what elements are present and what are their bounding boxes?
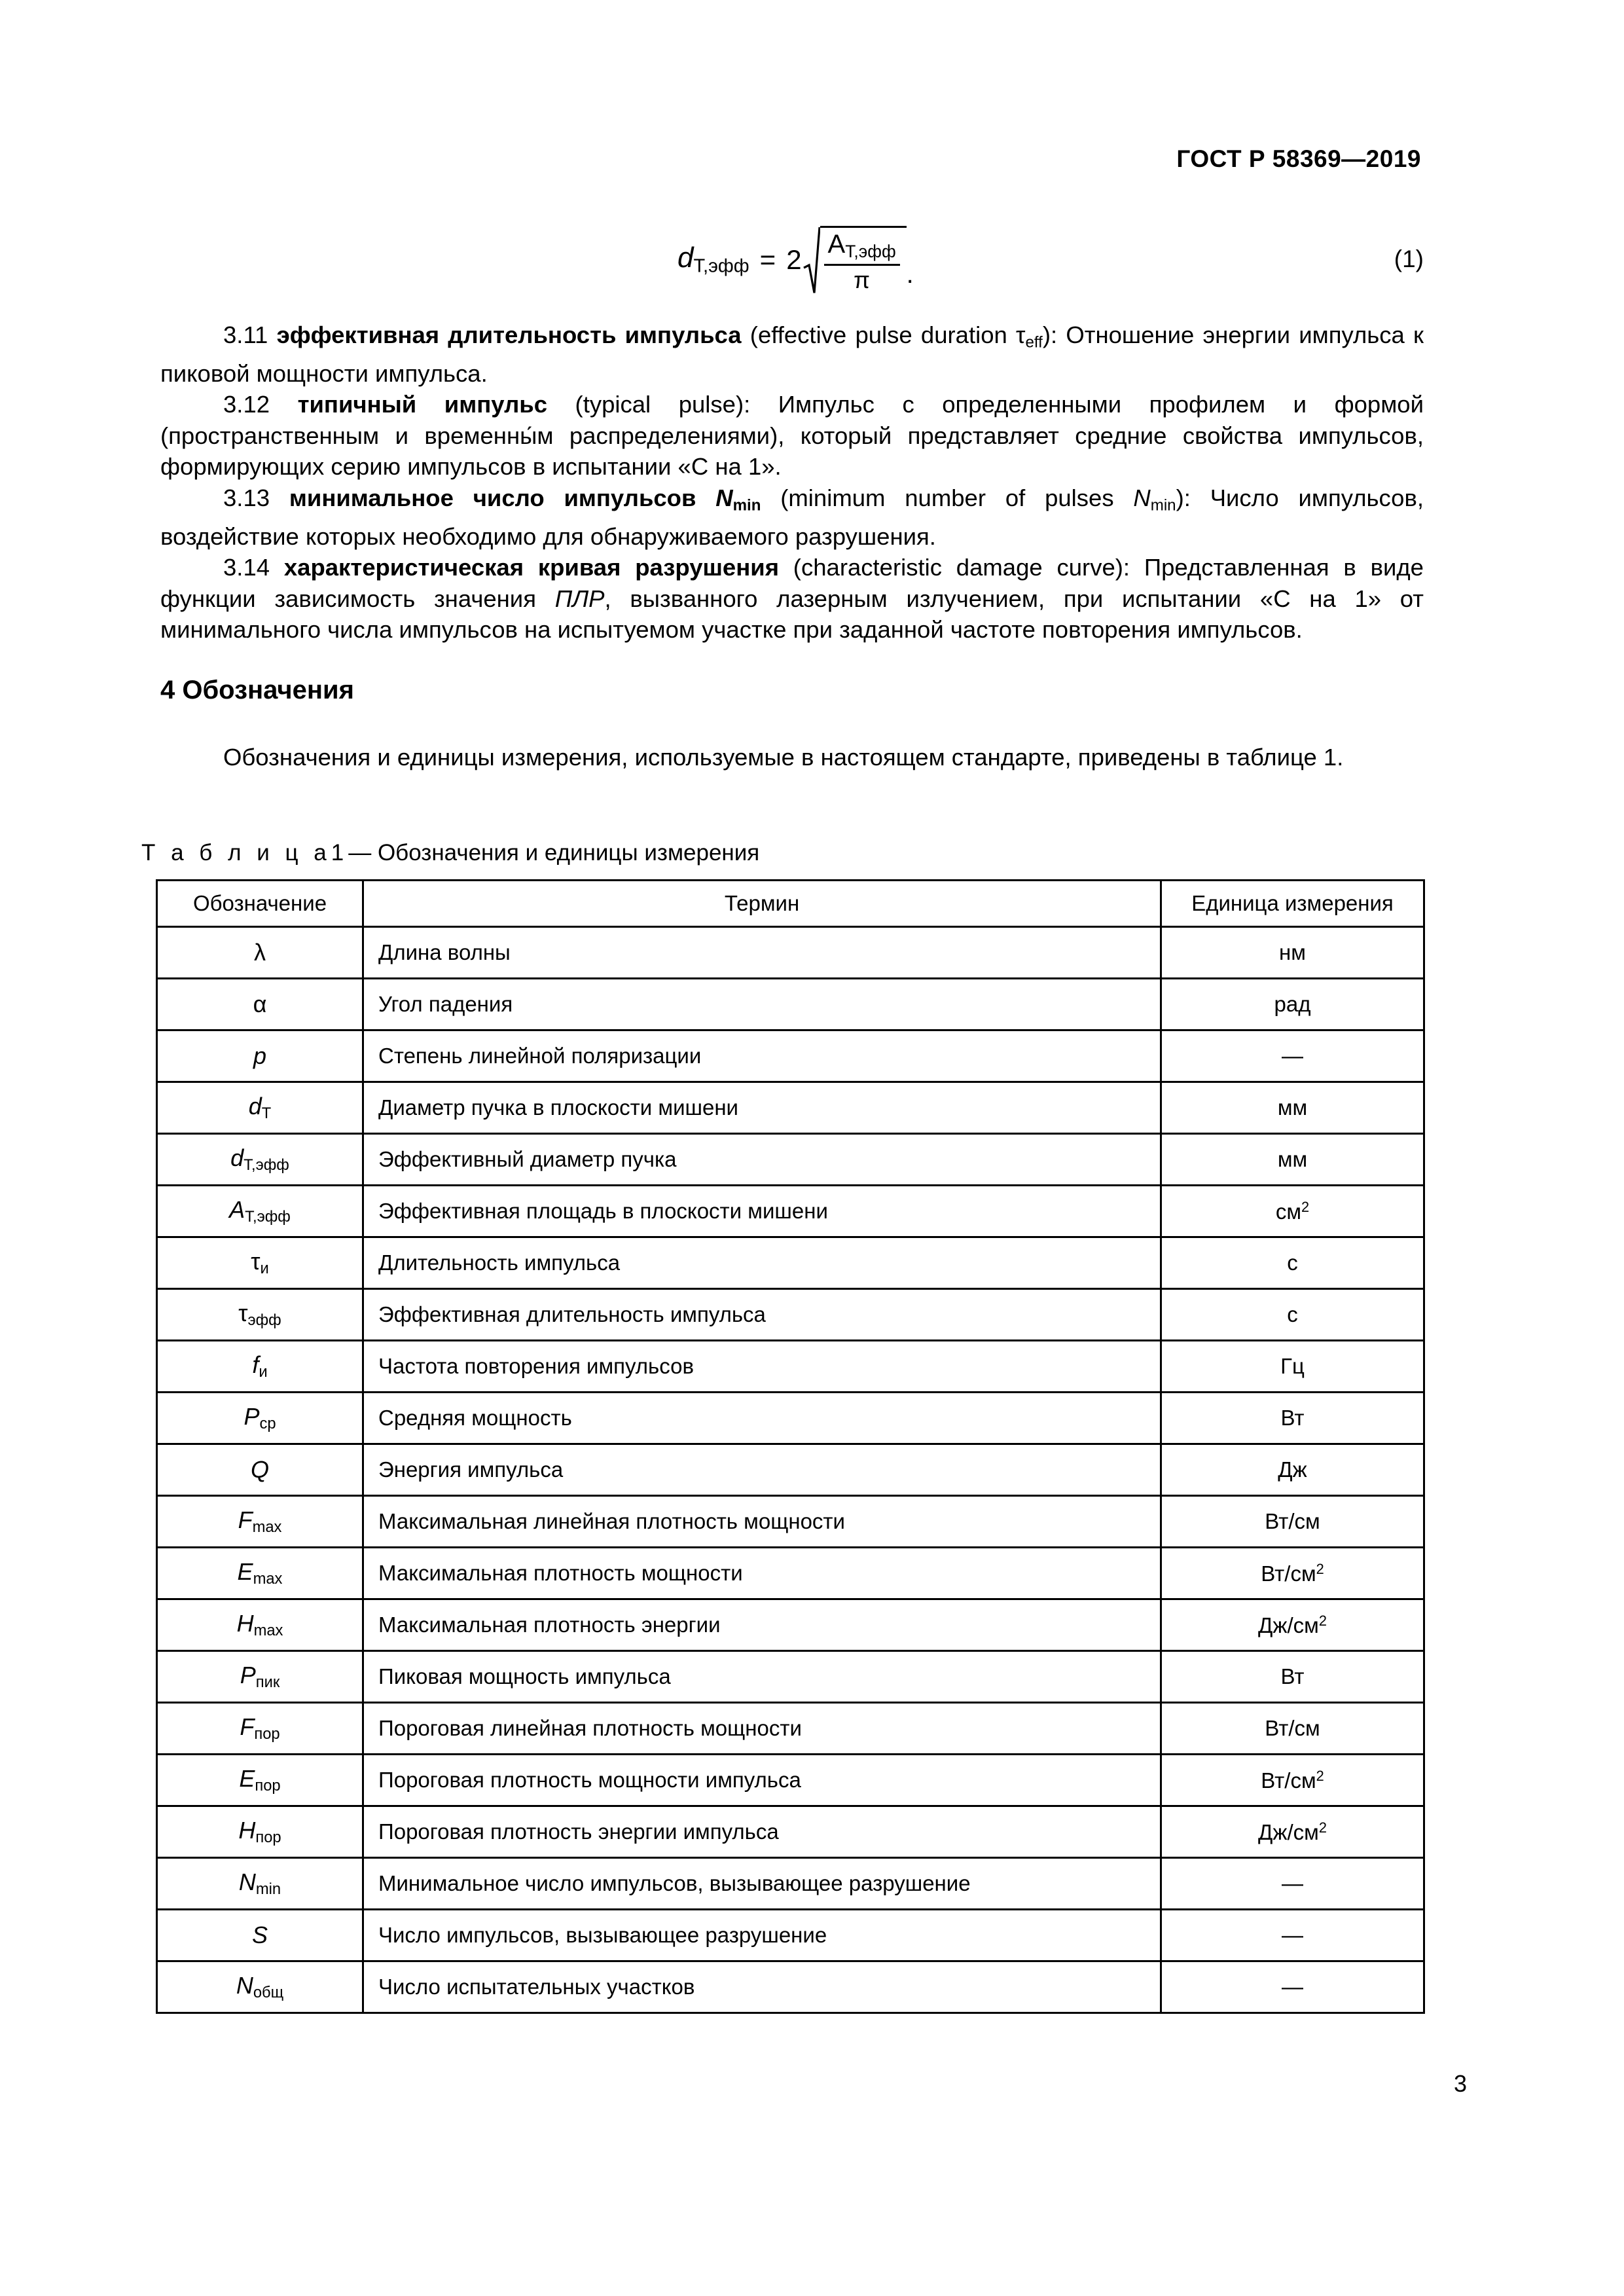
cell-unit: Вт <box>1161 1393 1424 1444</box>
formula-trailing-period: . <box>906 260 914 289</box>
formula-equals-sign: = <box>759 244 776 275</box>
unit-exponent: 2 <box>1318 1612 1327 1629</box>
clause-3-11 <box>160 319 1424 389</box>
cell-unit: с <box>1161 1237 1424 1289</box>
symbol-glyph: $A_{Т,эфф}$ <box>229 1195 291 1226</box>
cell-symbol <box>157 1393 363 1444</box>
formula-expression <box>677 226 914 293</box>
unit-exponent: 2 <box>1301 1198 1310 1215</box>
symbol-glyph: $P_{пик}$ <box>240 1661 280 1692</box>
section-4-intro-paragraph: Обозначения и единицы измерения, используемые в настоящем стандарте, приведены в таблице 1. <box>223 744 1344 771</box>
table-caption-dash: — <box>348 840 372 866</box>
cell-term: Угол падения <box>363 979 1161 1030</box>
cell-term: Энергия импульса <box>363 1444 1161 1496</box>
table-row <box>157 1134 1424 1186</box>
symbol-glyph: $d_{Т,эфф}$ <box>230 1144 289 1175</box>
clause-english-close: ): <box>1176 484 1210 511</box>
cell-symbol <box>157 1910 363 1961</box>
cell-unit: — <box>1161 1030 1424 1082</box>
cell-term: Диаметр пучка в плоскости мишени <box>363 1082 1161 1134</box>
symbols-table-body <box>157 927 1424 2013</box>
cell-term: Максимальная плотность энергии <box>363 1599 1161 1651</box>
table-row <box>157 979 1424 1030</box>
symbol-subscript: Т <box>261 1104 272 1123</box>
clause-english-open: (effective pulse duration <box>741 321 1017 348</box>
cell-unit: $см^2$ <box>1161 1186 1424 1237</box>
table-caption <box>141 840 759 866</box>
clause-3-14 <box>160 552 1424 646</box>
cell-term: Пороговая плотность мощности импульса <box>363 1755 1161 1806</box>
clause-english-symbol: $N_{min}$ <box>1133 484 1176 514</box>
cell-symbol <box>157 1651 363 1703</box>
cell-symbol <box>157 1806 363 1858</box>
table-caption-title: Обозначения и единицы измерения <box>377 840 760 866</box>
clause-english-open: (typical pulse): <box>547 391 778 418</box>
clause-number: 3.12 <box>223 391 270 418</box>
cell-unit: $Дж/см^2$ <box>1161 1599 1424 1651</box>
clause-english-symbol: $\tau_{eff}$ <box>1016 321 1043 352</box>
table-row <box>157 1961 1424 2013</box>
clause-definition-part-2: , вызванного лазерным излучением, при испытании «С на 1» от минимального числа импульсов на испытуемом участке при заданной частоте повторения импульсов. <box>160 585 1424 643</box>
symbols-table-head <box>157 881 1424 927</box>
clause-definition-abbrev: ПЛР <box>554 585 605 612</box>
table-row <box>157 1030 1424 1082</box>
cell-unit: $Дж/см^2$ <box>1161 1806 1424 1858</box>
symbol-glyph: $P_{ср}$ <box>244 1402 276 1433</box>
cell-term: Степень линейной поляризации <box>363 1030 1161 1082</box>
symbol-glyph: $\tau_{эфф}$ <box>238 1299 281 1330</box>
cell-term: Число импульсов, вызывающее разрушение <box>363 1910 1161 1961</box>
cell-term: Максимальная линейная плотность мощности <box>363 1496 1161 1548</box>
clause-term-symbol: $N_{min}$ <box>715 484 761 514</box>
cell-unit: $Вт/см^2$ <box>1161 1755 1424 1806</box>
clause-definition: Отношение энергии импульса к пиковой мощности импульса. <box>160 321 1424 387</box>
cell-symbol <box>157 1496 363 1548</box>
cell-term: Минимальное число импульсов, вызывающее разрушение <box>363 1858 1161 1910</box>
cell-unit: — <box>1161 1910 1424 1961</box>
symbol-glyph: $E_{пор}$ <box>239 1764 281 1795</box>
clause-number: 3.13 <box>223 484 270 511</box>
symbol-glyph: $d_Т$ <box>248 1092 272 1123</box>
cell-term: Эффективная площадь в плоскости мишени <box>363 1186 1161 1237</box>
table-row <box>157 1599 1424 1651</box>
clause-english-open: (minimum number of pulses <box>761 484 1134 511</box>
clause-3-13 <box>160 483 1424 552</box>
clause-term: минимальное число импульсов <box>289 484 696 511</box>
table-row <box>157 1341 1424 1393</box>
clause-definition: Число импульсов, воздействие которых необходимо для обнаруживаемого разрушения. <box>160 484 1424 550</box>
cell-unit: рад <box>1161 979 1424 1030</box>
table-row <box>157 1082 1424 1134</box>
symbol-subscript: ср <box>259 1415 276 1433</box>
cell-term: Пиковая мощность импульса <box>363 1651 1161 1703</box>
symbol-glyph: $E_{max}$ <box>237 1558 283 1588</box>
cell-term: Максимальная плотность мощности <box>363 1548 1161 1599</box>
cell-unit: Гц <box>1161 1341 1424 1393</box>
cell-symbol <box>157 1341 363 1393</box>
fraction-numerator: $A_{Т,эфф}$ <box>824 229 900 266</box>
table-row <box>157 1186 1424 1237</box>
symbol-glyph: S <box>251 1922 268 1948</box>
formula-block <box>160 226 1424 298</box>
formula-lhs: $d_{Т,эфф}$ <box>677 242 749 277</box>
document-header-standard-number: ГОСТ Р 58369—2019 <box>1176 145 1421 172</box>
table-row <box>157 1444 1424 1496</box>
symbol-subscript: Т,эфф <box>244 1156 289 1175</box>
cell-symbol <box>157 1548 363 1599</box>
symbol-glyph: $H_{пор}$ <box>238 1816 281 1847</box>
symbol-glyph: $F_{max}$ <box>238 1506 282 1537</box>
symbol-subscript: общ <box>253 1984 284 2002</box>
clause-term: типичный импульс <box>297 391 548 418</box>
formula-number: (1) <box>1394 246 1424 272</box>
symbol-glyph: $N_{общ}$ <box>236 1971 284 2002</box>
cell-symbol <box>157 1082 363 1134</box>
cell-unit: мм <box>1161 1082 1424 1134</box>
symbol-subscript: min <box>255 1880 281 1899</box>
cell-unit: Вт <box>1161 1651 1424 1703</box>
clause-term: характеристическая кривая разрушения <box>283 554 779 581</box>
symbol-subscript: и <box>260 1260 269 1278</box>
table-row <box>157 1910 1424 1961</box>
clause-number: 3.11 <box>223 321 268 348</box>
cell-unit: Дж <box>1161 1444 1424 1496</box>
cell-symbol <box>157 1134 363 1186</box>
symbol-glyph: $f_и$ <box>252 1351 268 1381</box>
clause-english-close: ): <box>1042 321 1066 348</box>
cell-symbol <box>157 1030 363 1082</box>
cell-term: Число испытательных участков <box>363 1961 1161 2013</box>
table-row <box>157 927 1424 979</box>
unit-exponent: 2 <box>1318 1819 1327 1836</box>
symbol-glyph: Q <box>250 1456 269 1483</box>
cell-symbol <box>157 1444 363 1496</box>
symbol-subscript: max <box>252 1518 282 1537</box>
cell-unit: Вт/см <box>1161 1703 1424 1755</box>
cell-symbol <box>157 1703 363 1755</box>
symbols-table <box>156 879 1425 2014</box>
cell-term: Длительность импульса <box>363 1237 1161 1289</box>
cell-unit: $Вт/см^2$ <box>1161 1548 1424 1599</box>
clause-english-open: (characteristic damage curve): <box>779 554 1144 581</box>
cell-term: Средняя мощность <box>363 1393 1161 1444</box>
formula-coefficient: 2 <box>786 244 802 275</box>
symbol-subscript: max <box>253 1622 283 1640</box>
cell-term: Частота повторения импульсов <box>363 1341 1161 1393</box>
cell-term: Эффективная длительность импульса <box>363 1289 1161 1341</box>
symbol-glyph: $N_{min}$ <box>238 1868 281 1899</box>
page-number: 3 <box>1453 2070 1467 2097</box>
definitions-section <box>160 319 1424 646</box>
symbol-subscript: Т,эфф <box>245 1208 291 1226</box>
unit-exponent: 2 <box>1316 1767 1324 1784</box>
symbol-subscript: пор <box>255 1829 281 1847</box>
symbol-subscript: пик <box>255 1673 280 1692</box>
symbol-subscript: и <box>259 1363 268 1381</box>
cell-term: Эффективный диаметр пучка <box>363 1134 1161 1186</box>
symbol-glyph: $\tau_и$ <box>251 1247 269 1278</box>
table-row <box>157 1755 1424 1806</box>
table-row <box>157 1393 1424 1444</box>
section-4-intro <box>160 742 1424 773</box>
table-row <box>157 1548 1424 1599</box>
radicand-fraction <box>820 226 907 293</box>
symbol-subscript: эфф <box>247 1311 281 1330</box>
column-header-unit: Единица измерения <box>1161 881 1424 927</box>
cell-unit: — <box>1161 1961 1424 2013</box>
cell-symbol <box>157 1755 363 1806</box>
cell-symbol <box>157 1858 363 1910</box>
radical-stroke <box>803 226 820 293</box>
cell-symbol <box>157 1237 363 1289</box>
cell-symbol <box>157 1186 363 1237</box>
symbol-glyph: λ <box>254 939 266 966</box>
cell-symbol <box>157 1961 363 2013</box>
cell-unit: мм <box>1161 1134 1424 1186</box>
unit-exponent: 2 <box>1316 1560 1324 1577</box>
column-header-term: Термин <box>363 881 1161 927</box>
cell-symbol <box>157 927 363 979</box>
column-header-symbol: Обозначение <box>157 881 363 927</box>
symbol-glyph: $H_{max}$ <box>236 1609 283 1640</box>
symbol-subscript: пор <box>254 1725 280 1743</box>
symbol-glyph: p <box>253 1042 267 1069</box>
clause-number: 3.14 <box>223 554 270 581</box>
cell-term: Длина волны <box>363 927 1161 979</box>
table-caption-number: 1 <box>331 840 349 866</box>
symbol-subscript: max <box>253 1570 283 1588</box>
symbol-glyph: α <box>253 991 267 1017</box>
table-caption-label: Т а б л и ц а <box>141 840 331 866</box>
cell-symbol <box>157 979 363 1030</box>
section-heading-4: 4 Обозначения <box>160 676 354 704</box>
table-row <box>157 1703 1424 1755</box>
cell-symbol <box>157 1599 363 1651</box>
fraction-denominator: π <box>854 266 871 293</box>
clause-term: эффективная длительность импульса <box>276 321 742 348</box>
square-root-icon <box>803 226 907 293</box>
cell-term: Пороговая плотность энергии импульса <box>363 1806 1161 1858</box>
clause-definition: Импульс с определенными профилем и формой (пространственным и временны́м распределениями), который представляет средние свойства импульсов, формирующих серию импульсов в испытании «С на 1». <box>160 391 1424 481</box>
cell-unit: Вт/см <box>1161 1496 1424 1548</box>
clause-definition-part-1: Представленная в виде функции зависимость значения <box>160 554 1424 612</box>
table-row <box>157 1858 1424 1910</box>
symbol-glyph: $F_{пор}$ <box>240 1713 280 1743</box>
table-row <box>157 1237 1424 1289</box>
table-row <box>157 1289 1424 1341</box>
cell-term: Пороговая линейная плотность мощности <box>363 1703 1161 1755</box>
clause-3-12 <box>160 389 1424 483</box>
table-header-row <box>157 881 1424 927</box>
cell-unit: с <box>1161 1289 1424 1341</box>
cell-unit: нм <box>1161 927 1424 979</box>
cell-symbol <box>157 1289 363 1341</box>
symbol-subscript: пор <box>255 1777 281 1795</box>
cell-unit: — <box>1161 1858 1424 1910</box>
table-row <box>157 1806 1424 1858</box>
table-row <box>157 1496 1424 1548</box>
table-row <box>157 1651 1424 1703</box>
